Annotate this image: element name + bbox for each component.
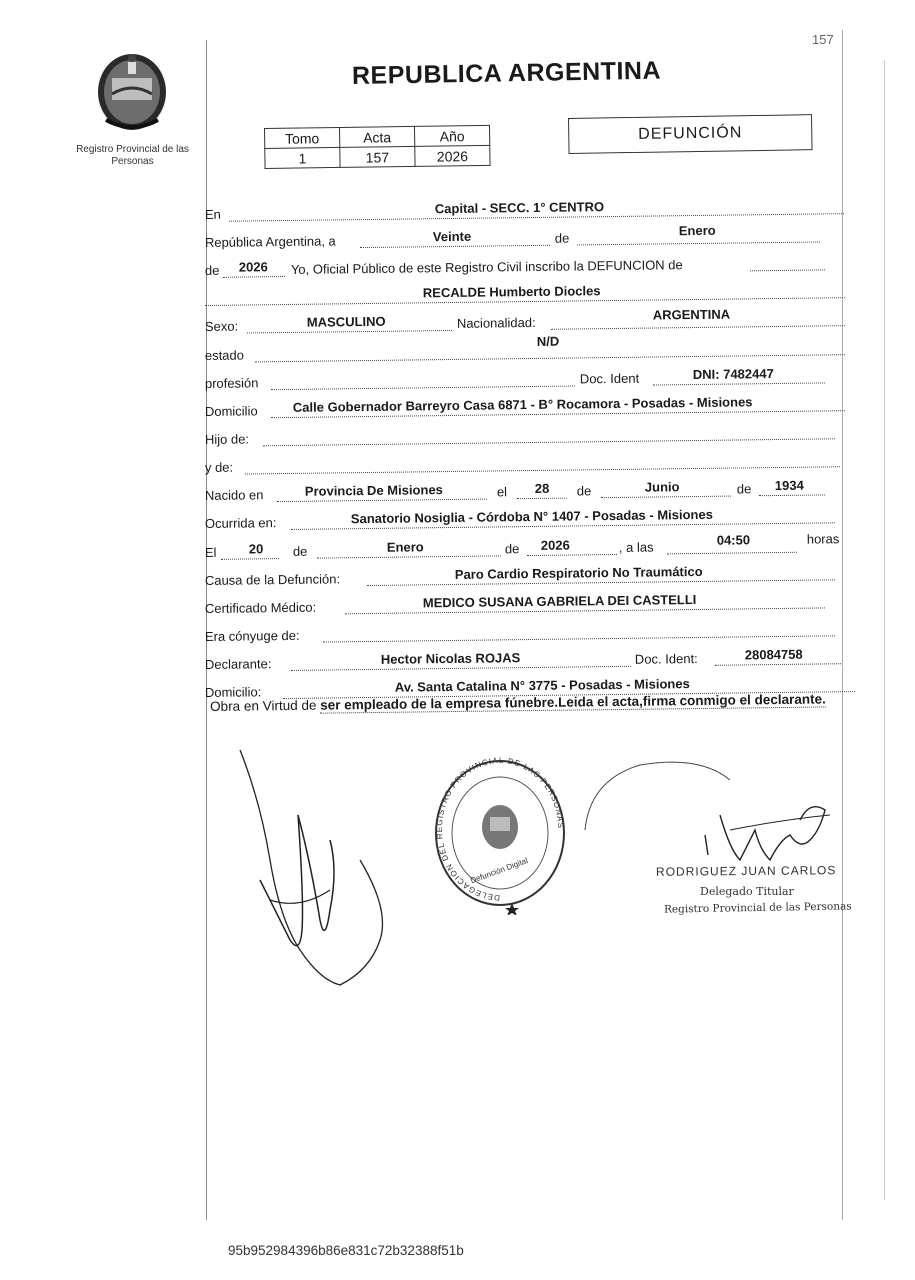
declarant-address-value: Av. Santa Catalina N° 3775 - Posadas - Misiones <box>394 676 690 695</box>
label-declarante: Declarante: <box>204 656 272 672</box>
act-type-box <box>568 114 813 154</box>
label-certificado: Certificado Médico: <box>204 599 317 616</box>
tomo-header: Tomo <box>265 127 340 148</box>
row-estado <box>205 333 850 363</box>
death-time-value: 04:50 <box>716 532 751 548</box>
label-de-death: de <box>292 543 308 559</box>
page-outer-edge <box>884 60 885 1200</box>
label-de-birth: de <box>576 483 592 499</box>
doctor-value: MEDICO SUSANA GABRIELA DEI CASTELLI <box>422 591 697 611</box>
registry-stamp <box>432 755 568 915</box>
row-hijo-de <box>205 417 850 447</box>
label-causa: Causa de la Defunción: <box>204 571 341 588</box>
row-death-date <box>205 530 850 560</box>
declarant-name: Hector Nicolas ROJAS <box>380 650 521 667</box>
inscribo-field <box>750 251 825 271</box>
row-profesion <box>205 361 850 391</box>
label-domicilio2: Domicilio: <box>204 684 262 700</box>
anio-header: Año <box>414 125 489 146</box>
label-a-las: , a las <box>618 539 654 555</box>
label-el-cap: El <box>204 544 217 560</box>
stamp-inner-text: Defunción Digital <box>469 856 530 886</box>
deceased-name: RECALDE Humberto Diocles <box>422 283 601 301</box>
label-profesion: profesión <box>204 375 259 391</box>
death-place-value: Sanatorio Nosiglia - Córdoba N° 1407 - Posadas - Misiones <box>350 506 713 527</box>
label-nacionalidad: Nacionalidad: <box>456 314 536 331</box>
nationality-value: ARGENTINA <box>652 306 731 323</box>
official-org: Registro Provincial de las Personas <box>663 900 852 916</box>
month-value: Enero <box>678 222 716 239</box>
day-value: Veinte <box>432 228 472 245</box>
declarant-doc-value: 28084758 <box>744 646 803 663</box>
row-declarante <box>205 642 850 672</box>
acta-value: 157 <box>340 146 415 167</box>
label-de: de <box>554 230 570 246</box>
birth-month-value: Junio <box>644 479 680 495</box>
label-doc-ident2: Doc. Ident: <box>634 650 698 667</box>
label-doc-ident: Doc. Ident <box>579 370 640 387</box>
label-de-death-year: de <box>504 541 520 557</box>
official-title: Delegado Titular <box>700 885 794 898</box>
profesion-field <box>271 367 575 390</box>
label-y-de: y de: <box>204 459 234 475</box>
row-domicilio <box>205 389 850 419</box>
death-month-value: Enero <box>386 539 424 555</box>
label-de-birth-year: de <box>736 481 752 497</box>
label-ocurrida-en: Ocurrida en: <box>204 515 277 531</box>
acta-header: Acta <box>339 126 414 147</box>
obra-text: ser empleado de la empresa fúnebre.Leida el acta,firma conmigo el declarante. <box>320 691 826 713</box>
birth-day-value: 28 <box>534 480 550 496</box>
page-title: REPUBLICA ARGENTINA <box>351 56 662 90</box>
anio-value: 2026 <box>415 145 490 166</box>
label-hijo-de: Hijo de: <box>204 431 250 447</box>
birth-year-value: 1934 <box>774 477 804 494</box>
province-seal-logo <box>92 48 172 134</box>
row-y-de <box>205 445 850 475</box>
declarant-signature <box>230 740 410 1000</box>
row-certificado <box>205 586 850 616</box>
cause-value: Paro Cardio Respiratorio No Traumático <box>454 563 703 582</box>
label-horas: horas <box>806 531 840 547</box>
conyuge-field <box>323 617 835 642</box>
row-name <box>205 276 850 306</box>
y-de-field <box>245 448 840 474</box>
hijo-de-field <box>263 420 835 446</box>
row-sex <box>205 304 850 334</box>
row-ocurrida <box>205 501 850 531</box>
document-hash: 95b952984396b86e831c72b32388f51b <box>228 1243 464 1258</box>
tomo-value: 1 <box>265 147 340 168</box>
label-conyuge: Era cónyuge de: <box>204 627 300 644</box>
row-conyuge <box>205 614 850 644</box>
stamp-ring-text: DELEGACION DEL REGISTRO PROVINCIAL DE LAS PERSONAS <box>435 755 566 903</box>
act-type-label: DEFUNCIÓN <box>638 124 743 143</box>
label-sexo: Sexo: <box>204 318 239 334</box>
label-republica: República Argentina, a <box>204 233 336 250</box>
registry-table <box>264 125 491 169</box>
row-year <box>205 248 850 278</box>
label-domicilio: Domicilio <box>204 403 258 419</box>
sex-value: MASCULINO <box>306 313 386 330</box>
logo-caption: Registro Provincial de las Personas <box>76 144 189 167</box>
label-inscribo: Yo, Oficial Público de este Registro Civil inscribo la DEFUNCION de <box>290 257 683 277</box>
label-el: el <box>496 484 508 500</box>
birth-place-value: Provincia De Misiones <box>304 482 443 499</box>
row-causa <box>205 558 850 588</box>
label-nacido-en: Nacido en <box>204 487 264 503</box>
row-date <box>205 220 850 250</box>
year-value: 2026 <box>238 259 268 275</box>
death-day-value: 20 <box>248 541 264 557</box>
page-number: 157 <box>812 32 834 47</box>
obra-prefix: Obra en Virtud de <box>210 697 317 714</box>
place-value: Capital - SECC. 1° CENTRO <box>434 199 605 217</box>
death-year-value: 2026 <box>540 537 570 553</box>
label-estado: estado <box>204 347 245 363</box>
official-name: RODRIGUEZ JUAN CARLOS <box>655 863 837 879</box>
row-place <box>205 192 850 222</box>
estado-value: N/D <box>536 333 560 349</box>
address-value: Calle Gobernador Barreyro Casa 6871 - B° Rocamora - Posadas - Misiones <box>292 394 753 415</box>
row-nacido <box>205 473 850 503</box>
label-de-year: de <box>204 262 220 278</box>
document-value: DNI: 7482447 <box>692 366 774 383</box>
label-en: En <box>204 206 221 222</box>
